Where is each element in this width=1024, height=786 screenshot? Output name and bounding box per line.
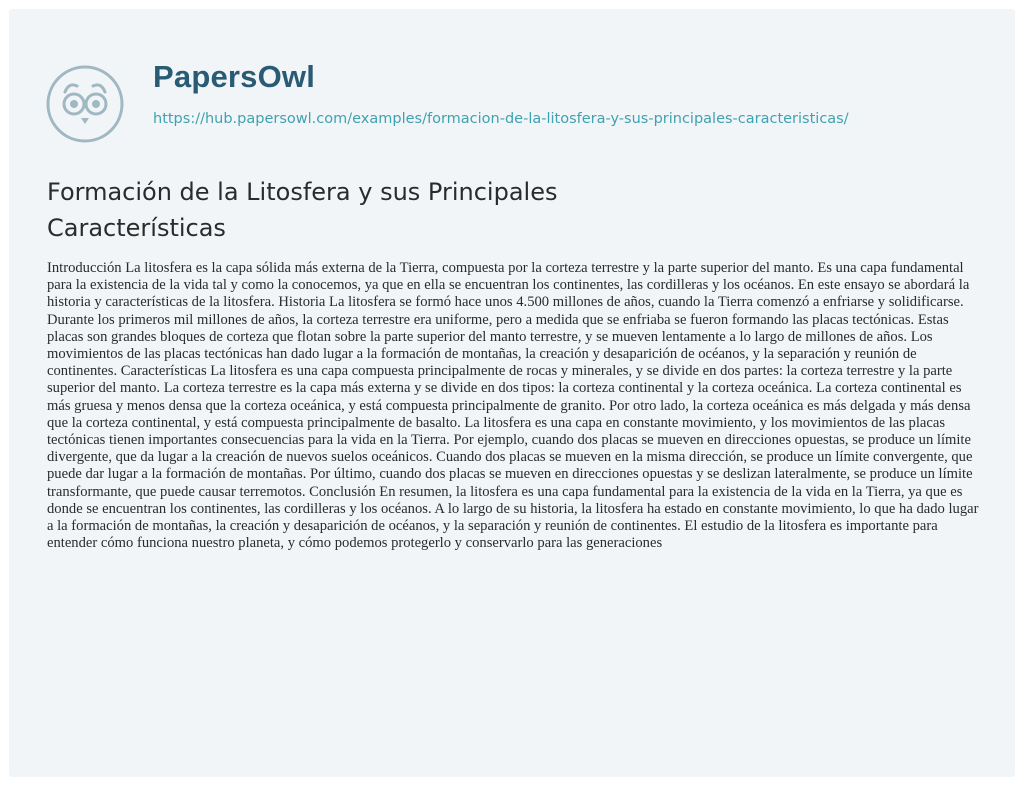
article-url-link[interactable]: https://hub.papersowl.com/examples/formacion-de-la-litosfera-y-sus-principales-caracteristicas/: [153, 111, 849, 127]
brand-name: PapersOwl: [153, 59, 316, 94]
site-header: [36, 55, 996, 155]
owl-logo-icon: [45, 64, 125, 144]
page-title: Formación de la Litosfera y sus Principales Características: [47, 178, 558, 242]
essay-body: Introducción La litosfera es la capa sólida más externa de la Tierra, compuesta por la corteza terrestre y la parte superior del manto. Es una capa fundamental para la existencia de la vida tal y como la conocemos, ya que en ella se encuentran los continentes, las cordilleras y los océanos. En este ensayo se abordará la historia y características de la litosfera. Historia La litosfera se formó hace unos 4.500 millones de años, cuando la Tierra comenzó a enfriarse y solidificarse. Durante los primeros mil millones de años, la corteza terrestre era uniforme, pero a medida que se enfriaba se fueron formando las placas tectónicas. Estas placas son grandes bloques de corteza que flotan sobre la parte superior del manto terrestre, y se mueven lentamente a lo largo de millones de años. Los movimientos de las placas tectónicas han dado lugar a la formación de montañas, la creación y desaparición de océanos, y la separación y reunión de continentes. Características La litosfera es una capa compuesta principalmente de rocas y minerales, y se divide en dos partes: la corteza terrestre y la parte superior del manto. La corteza terrestre es la capa más externa y se divide en dos tipos: la corteza continental y la corteza oceánica. La corteza continental es más gruesa y menos densa que la corteza oceánica, y está compuesta principalmente de granito. Por otro lado, la corteza oceánica es más delgada y más densa que la corteza continental, y está compuesta principalmente de basalto. La litosfera es una capa en constante movimiento, y los movimientos de las placas tectónicas tienen importantes consecuencias para la vida en la Tierra. Por ejemplo, cuando dos placas se mueven en direcciones opuestas, se produce un límite divergente, que da lugar a la creación de nuevos suelos oceánicos. Cuando dos placas se mueven en la misma dirección, se produce un límite convergente, que puede dar lugar a la formación de montañas. Por último, cuando dos placas se mueven en direcciones opuestas y se deslizan lateralmente, se produce un límite transformante, que puede causar terremotos. Conclusión En resumen, la litosfera es una capa fundamental para la existencia de la vida en la Tierra, ya que es donde se encuentran los continentes, las cordilleras y los océanos. A lo largo de su historia, la litosfera ha estado en constante movimiento, lo que ha dado lugar a la formación de montañas, la creación y desaparición de océanos, y la separación y reunión de continentes. El estudio de la litosfera es importante para entender cómo funciona nuestro planeta, y cómo podemos protegerlo y conservarlo para las generaciones: [47, 260, 979, 552]
